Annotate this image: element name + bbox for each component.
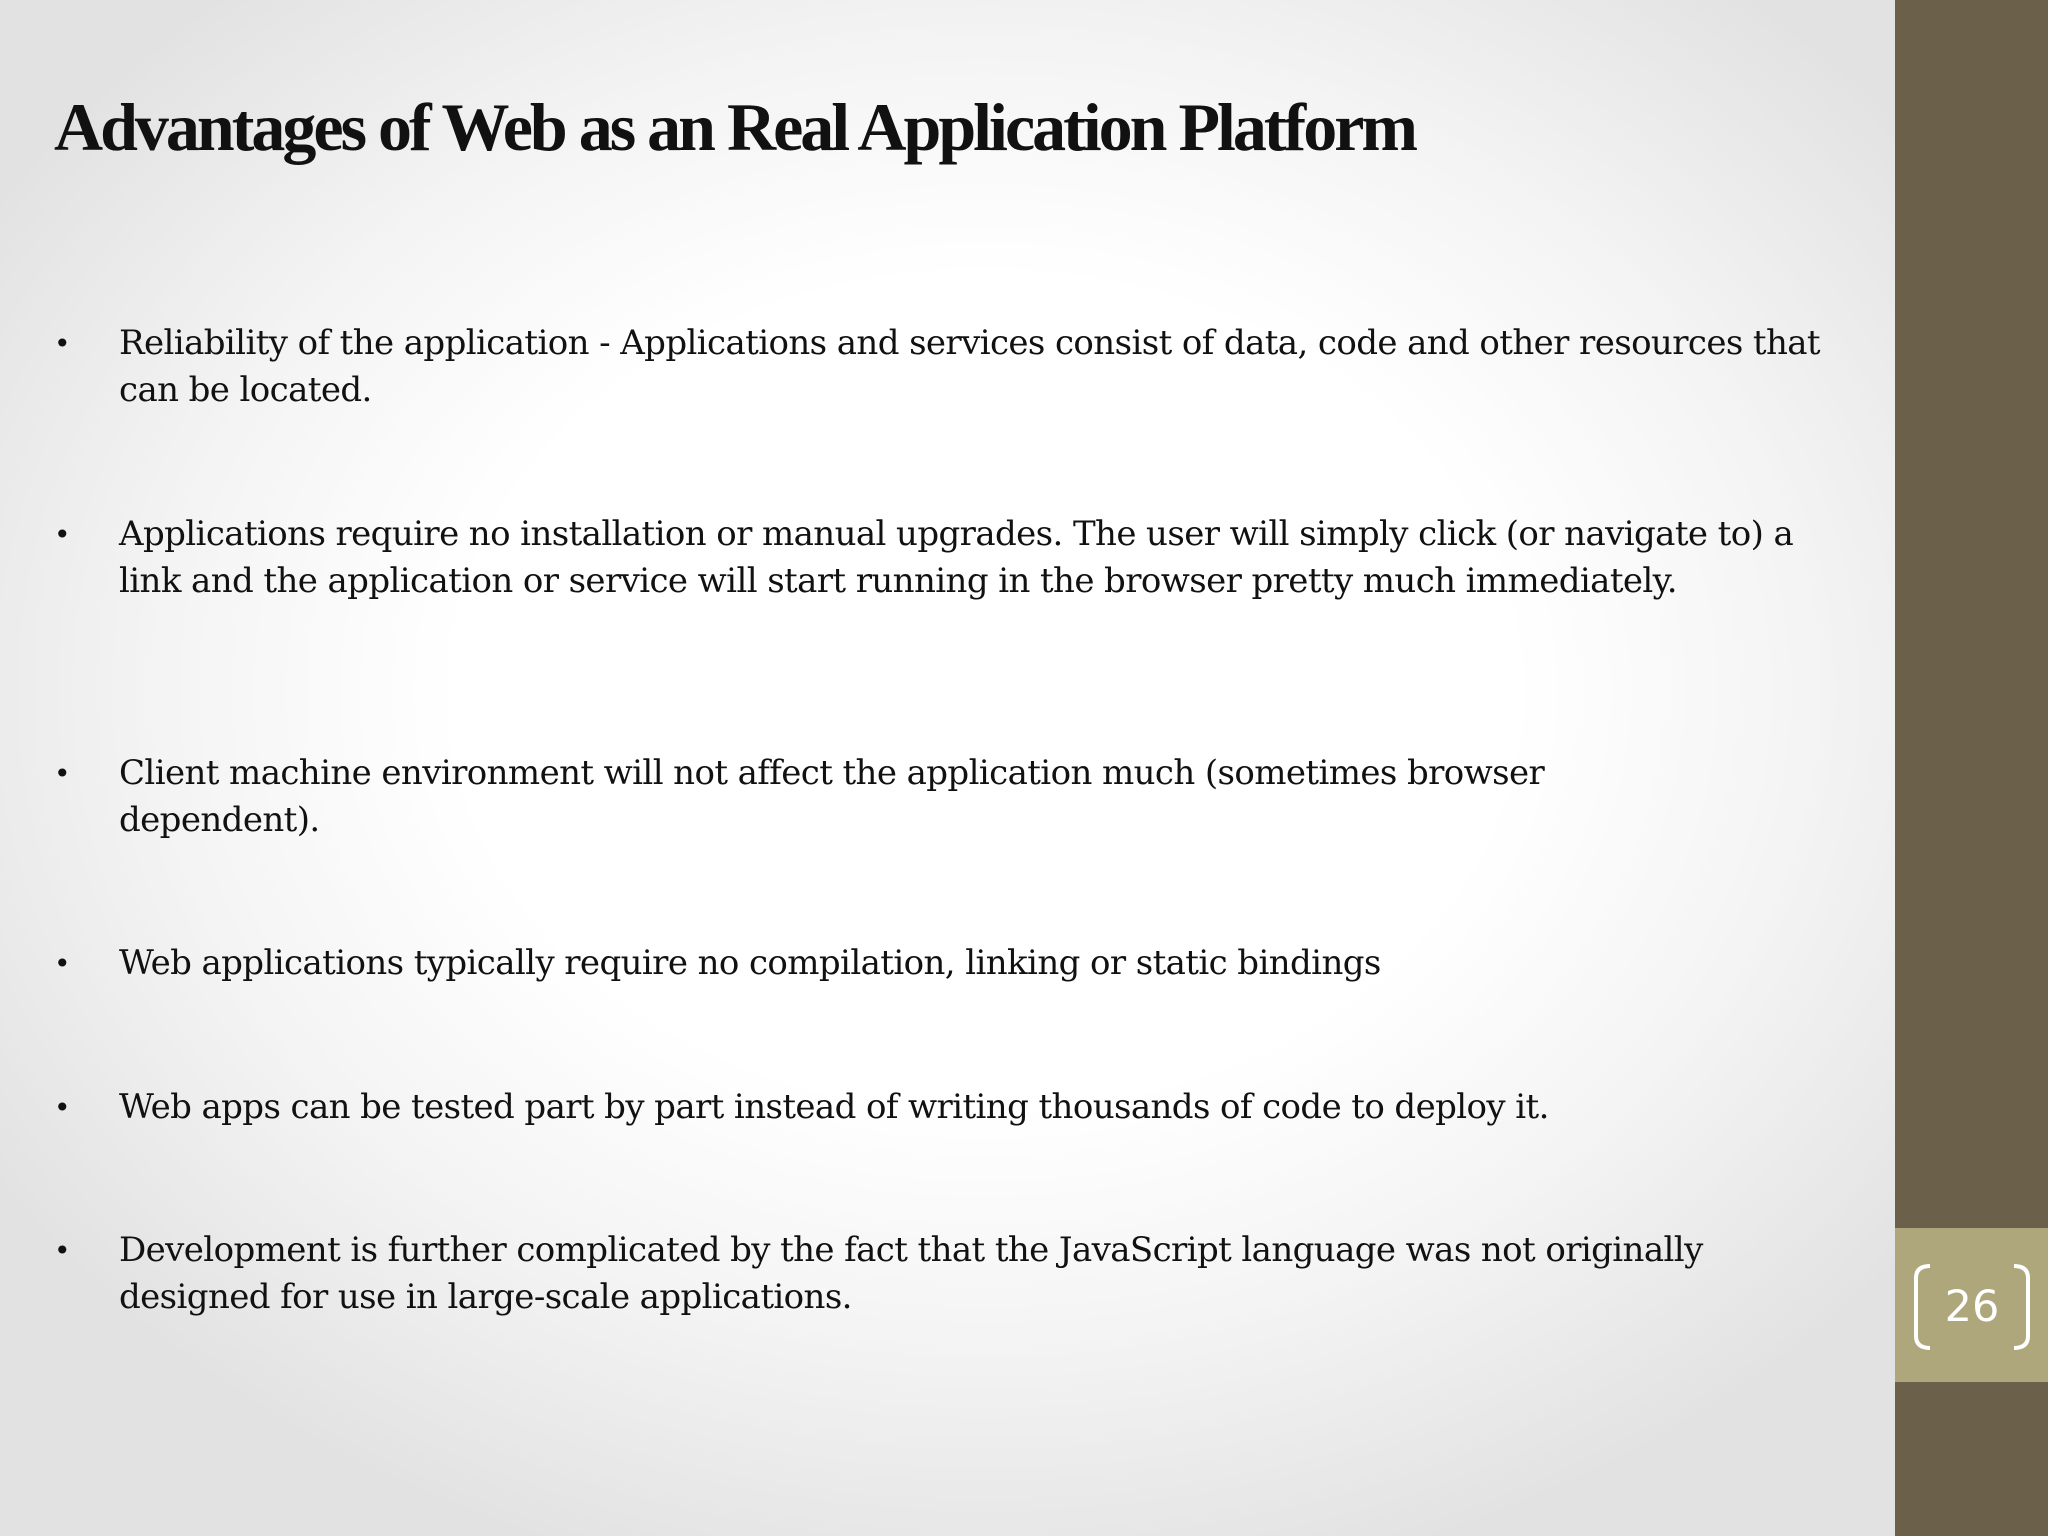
page-number: 26 <box>1944 1282 2000 1332</box>
bullet-text: Applications require no installation or manual upgrades. The user will simply click (or navigate to) a link and the application or service will start running in the browser pretty much immediately. <box>119 514 1794 601</box>
bullet-icon: • <box>54 518 71 551</box>
bullet-text: Web applications typically require no compilation, linking or static bindings <box>119 943 1381 983</box>
bullet-icon: • <box>54 757 71 790</box>
bullet-icon: • <box>54 1091 71 1124</box>
bullet-icon: • <box>54 327 71 360</box>
bullet-item <box>54 1084 1774 1131</box>
bullet-icon: • <box>54 1234 71 1267</box>
bullet-icon: • <box>54 947 71 980</box>
bullet-text: Development is further complicated by the fact that the JavaScript language was not originally designed for use in large-scale applications. <box>119 1230 1703 1317</box>
bullet-item <box>54 320 1820 414</box>
bullet-text: Client machine environment will not affect the application much (sometimes browser dependent). <box>119 753 1545 840</box>
bullet-item <box>54 511 1794 605</box>
slide-title: Advantages of Web as an Real Application Platform <box>54 89 1416 165</box>
bullet-text: Reliability of the application - Applications and services consist of data, code and other resources that can be located. <box>119 323 1820 410</box>
bullet-item <box>54 940 1774 987</box>
bullet-text: Web apps can be tested part by part instead of writing thousands of code to deploy it. <box>119 1087 1549 1127</box>
bullet-item <box>54 1227 1774 1321</box>
bullet-item <box>54 750 1774 844</box>
